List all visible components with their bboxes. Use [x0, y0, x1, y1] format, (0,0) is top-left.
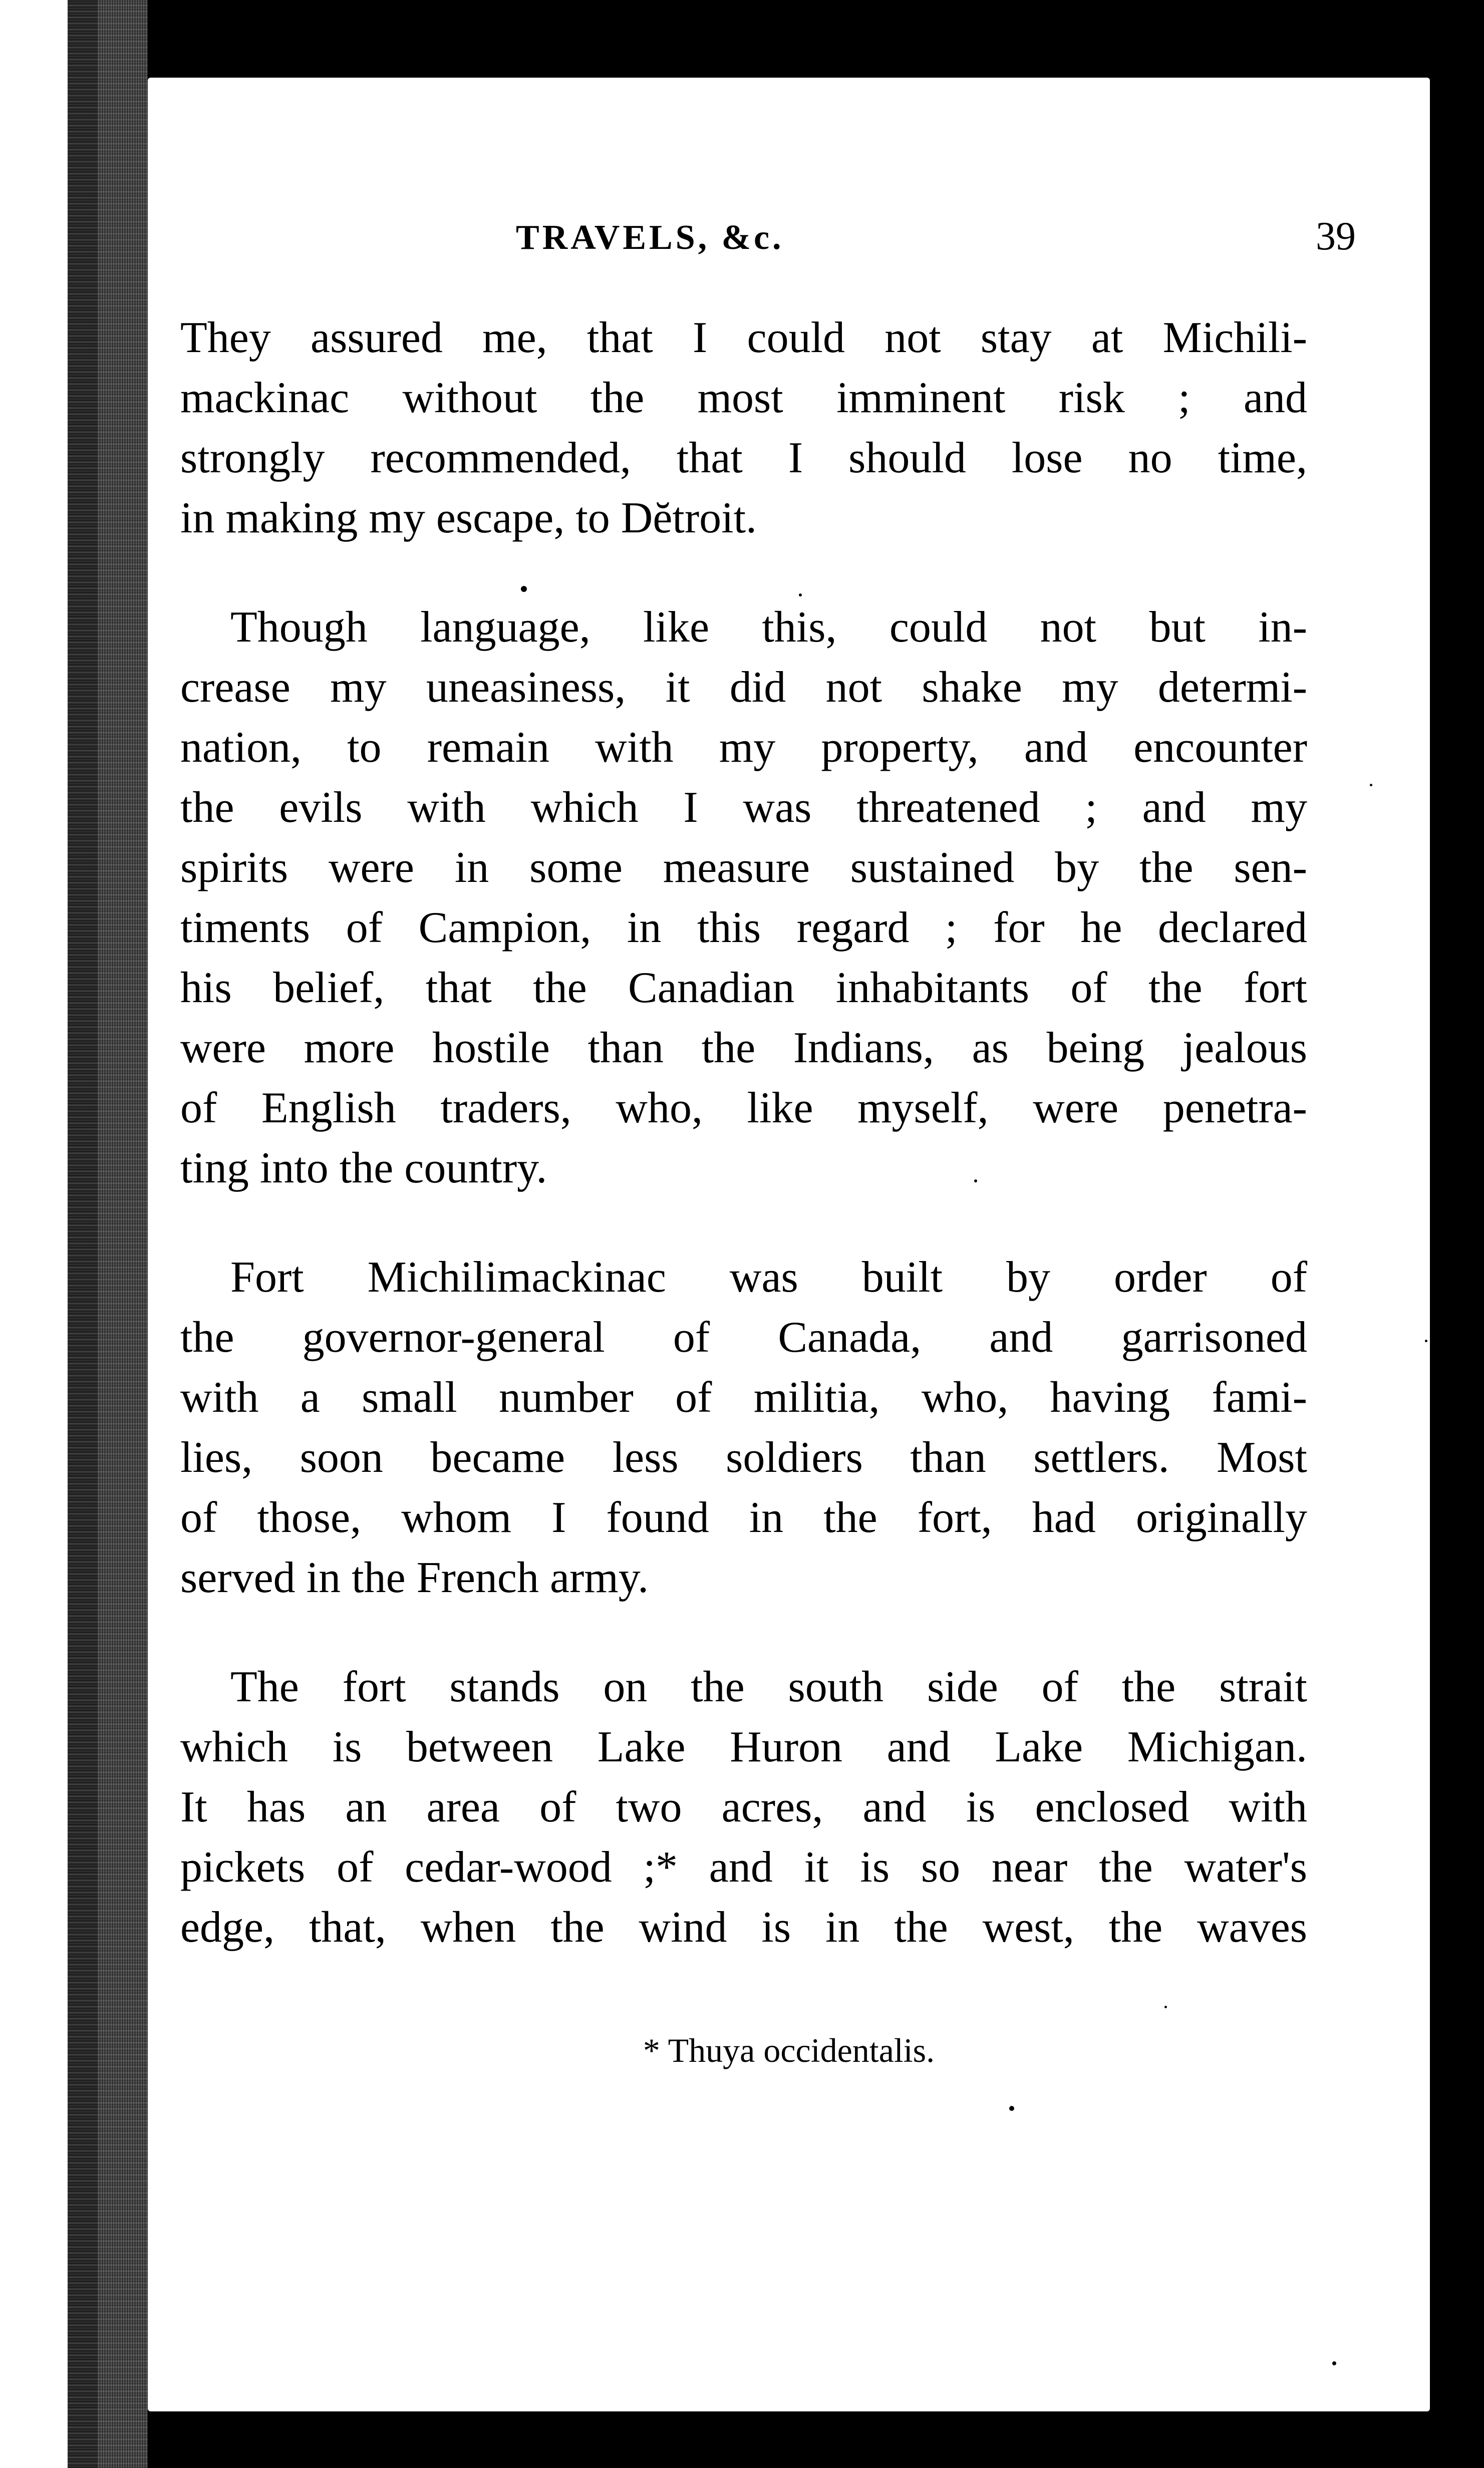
scan-speck	[1009, 2106, 1014, 2111]
text-line: ting into the country.	[180, 1144, 547, 1192]
text-line: Though language, like this, could not but in-	[230, 603, 1307, 652]
scan-margin	[0, 0, 68, 2468]
scan-speck	[799, 593, 802, 596]
text-line: the evils with which I was threatened ; and my	[180, 783, 1307, 832]
running-head: TRAVELS, &c.	[516, 218, 784, 257]
text-line: edge, that, when the wind is in the west, the waves	[180, 1903, 1307, 1952]
footnote: * Thuya occidentalis.	[643, 2031, 935, 2069]
scan-speck	[1425, 1340, 1427, 1342]
paragraph-4	[180, 1657, 1307, 1958]
text-line: of English traders, who, like myself, were penetra-	[180, 1084, 1307, 1132]
text-line: with a small number of militia, who, having fami-	[180, 1373, 1307, 1422]
text-line: the governor-general of Canada, and garrisoned	[180, 1313, 1307, 1362]
text-line: of those, whom I found in the fort, had originally	[180, 1493, 1307, 1542]
text-line: nation, to remain with my property, and encounter	[180, 723, 1307, 772]
text-line: were more hostile than the Indians, as being jealous	[180, 1024, 1307, 1072]
text-line: his belief, that the Canadian inhabitants of the fort	[180, 964, 1307, 1012]
book-spine	[68, 0, 148, 2468]
text-line: which is between Lake Huron and Lake Michigan.	[180, 1723, 1307, 1771]
scan-speck	[1370, 784, 1372, 786]
text-line: pickets of cedar-wood ;* and it is so near the water's	[180, 1843, 1307, 1892]
scan-speck	[1164, 2006, 1167, 2008]
text-line: served in the French army.	[180, 1554, 649, 1602]
scan-speck	[974, 1179, 977, 1182]
page-number: 39	[1316, 214, 1356, 258]
paragraph-3	[180, 1248, 1307, 1608]
text-line: mackinac without the most imminent risk ; and	[180, 374, 1307, 422]
text-line: timents of Campion, in this regard ; for he declared	[180, 903, 1307, 952]
text-line: Fort Michilimackinac was built by order of	[230, 1253, 1307, 1302]
text-line: The fort stands on the south side of the strait	[230, 1663, 1307, 1711]
paragraph-1	[180, 308, 1307, 548]
body-text	[180, 308, 1307, 2007]
text-line: They assured me, that I could not stay at Michili-	[180, 314, 1307, 362]
paragraph-2	[180, 597, 1307, 1198]
text-line: in making my escape, to Dĕtroit.	[180, 494, 757, 542]
text-line: lies, soon became less soldiers than settlers. Most	[180, 1433, 1307, 1482]
text-line: spirits were in some measure sustained by the sen-	[180, 843, 1307, 892]
scan-speck	[521, 586, 527, 592]
text-line: crease my uneasiness, it did not shake my determi-	[180, 663, 1307, 712]
scan-speck	[1332, 2361, 1336, 2365]
page-header	[148, 214, 1430, 278]
text-line: strongly recommended, that I should lose no time,	[180, 434, 1307, 482]
text-line: It has an area of two acres, and is enclosed with	[180, 1783, 1307, 1831]
book-page	[148, 78, 1430, 2411]
